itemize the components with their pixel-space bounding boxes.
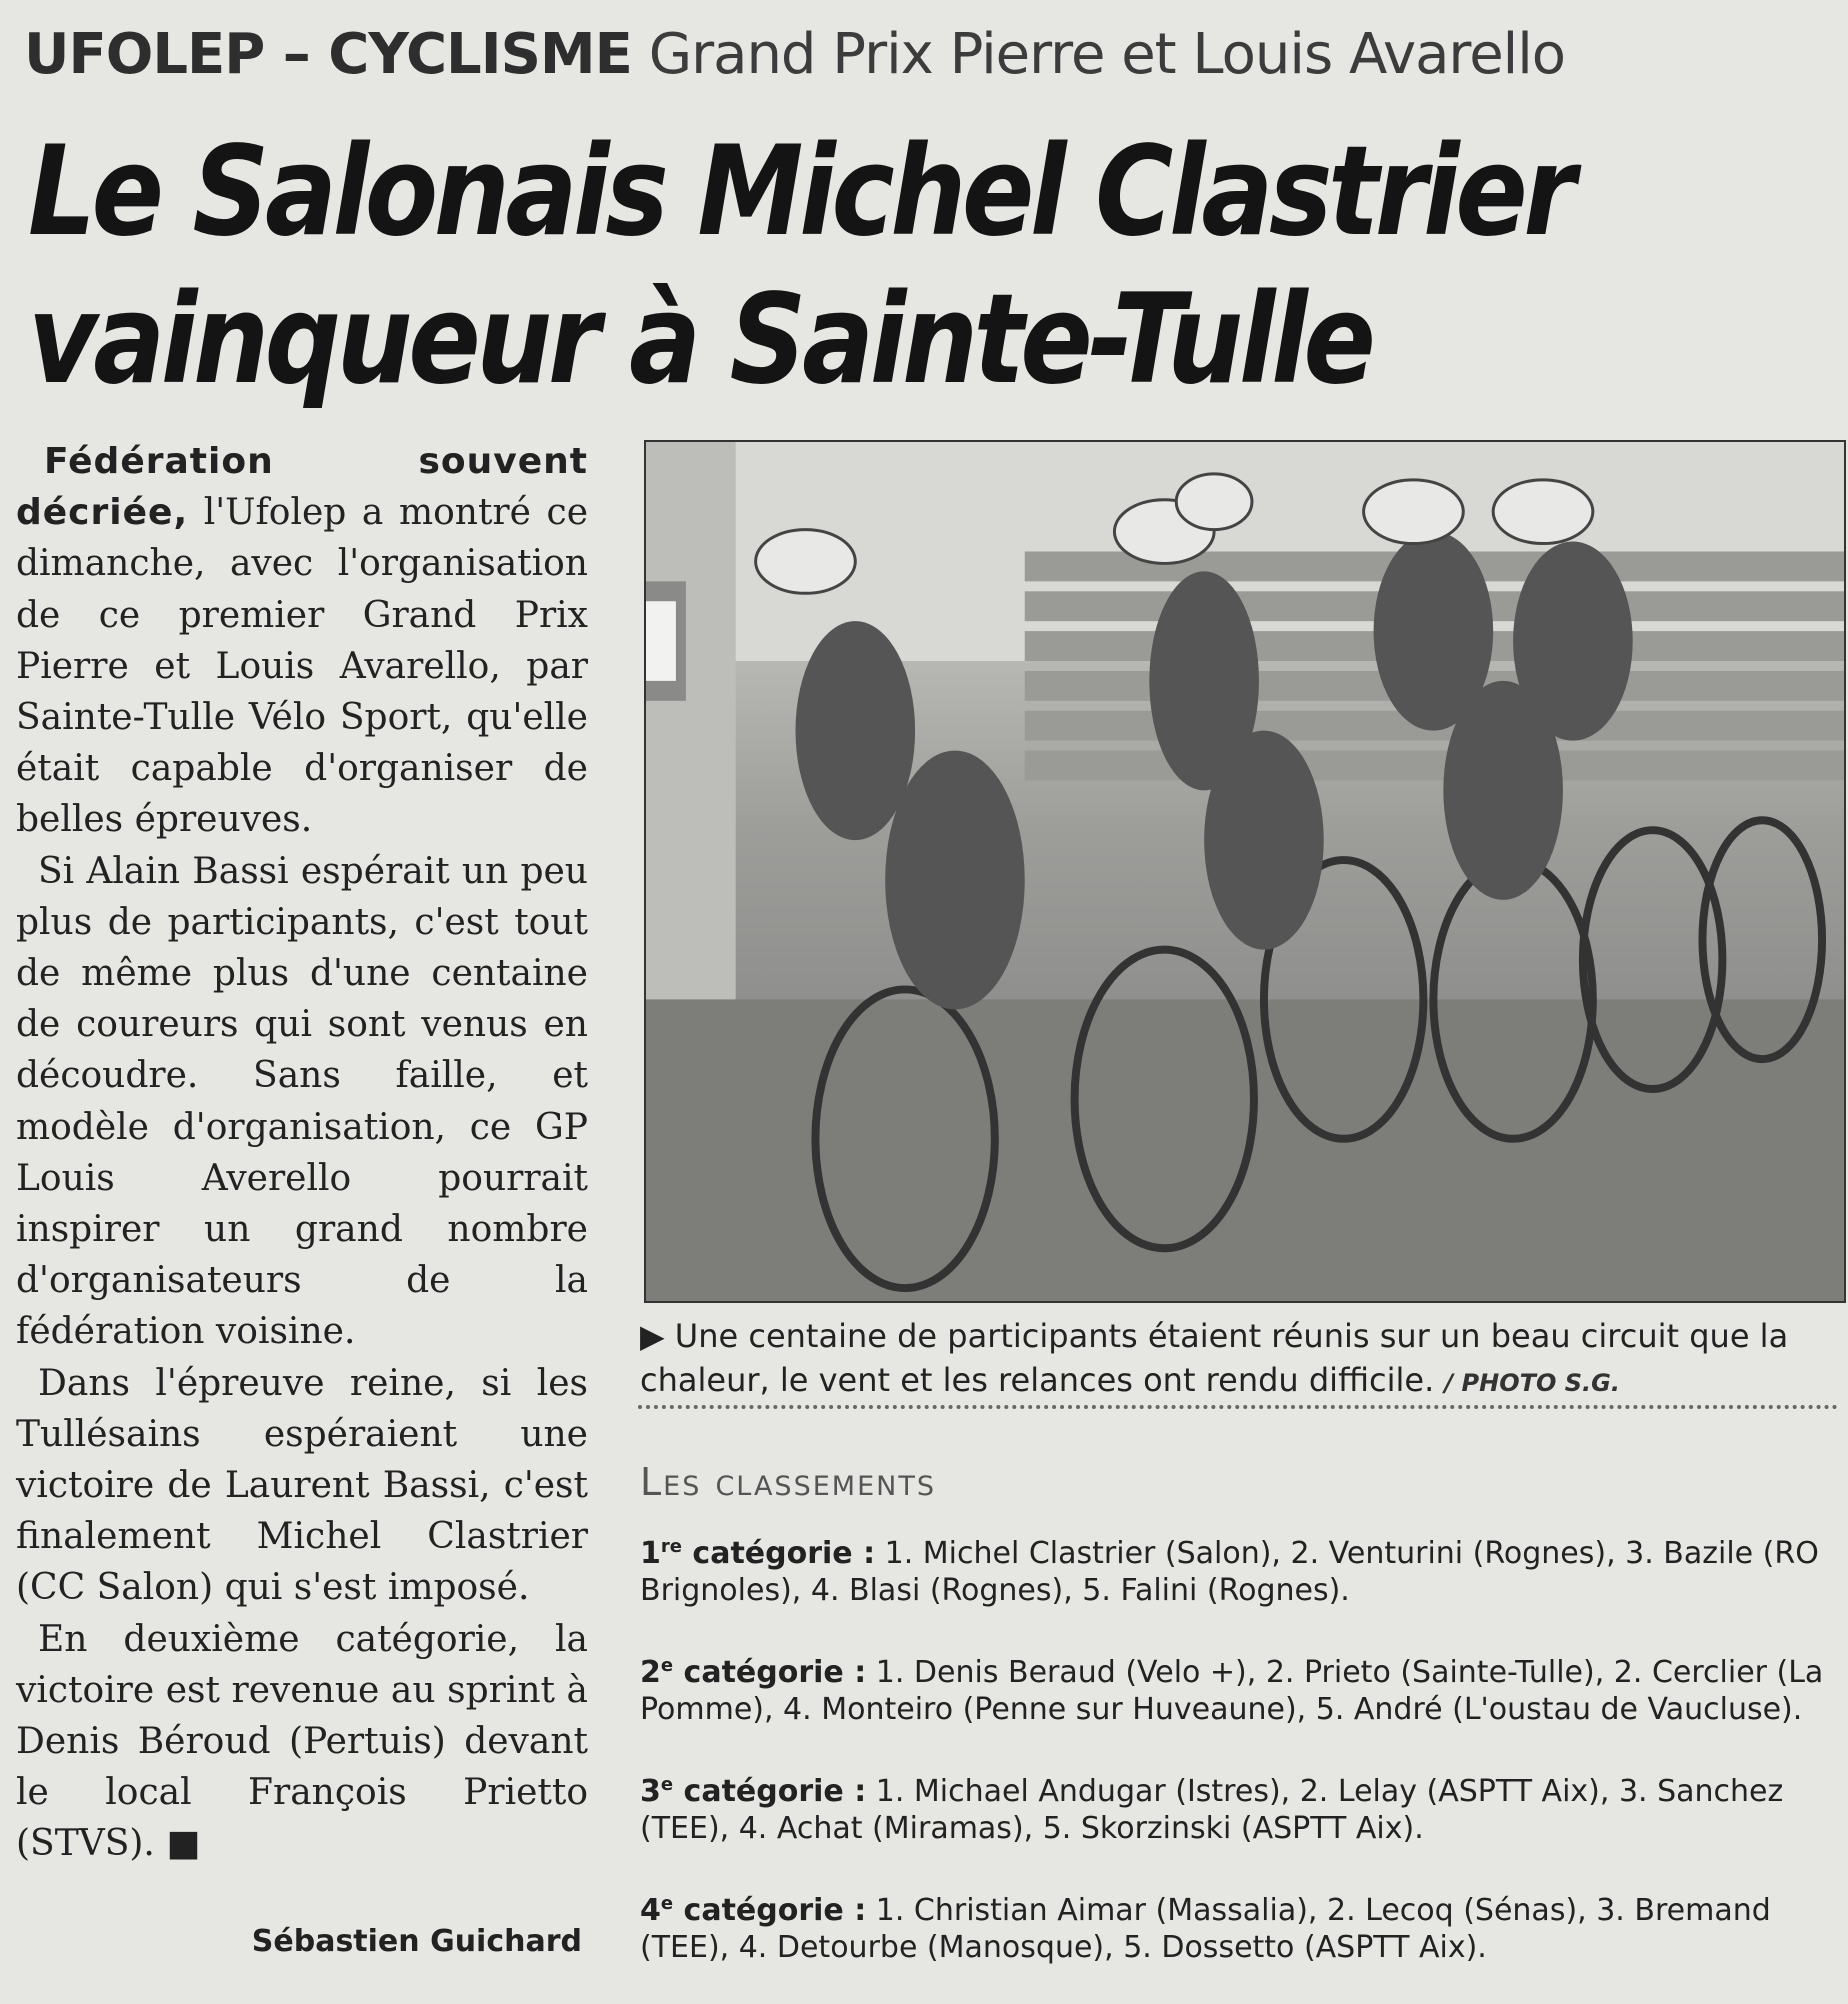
- race-photo: [644, 440, 1846, 1303]
- paragraph-2: Si Alain Bassi espérait un peu plus de participants, c'est tout de même plus d'une centaine de coureurs qui sont venus en découdre. Sans faille, et modèle d'organisation, ce GP Louis Averello pourrait inspirer un grand nombre d'organisateurs de la fédération voisine.: [16, 850, 588, 1353]
- event-name: Grand Prix Pierre et Louis Avarello: [648, 22, 1566, 87]
- headline-line-2: vainqueur à Sainte-Tulle: [28, 268, 1372, 412]
- category-number: 3: [640, 1774, 661, 1809]
- ranking-category-3: [640, 1766, 1836, 1847]
- category-number: 2: [640, 1655, 661, 1690]
- category-word: catégorie :: [681, 1536, 876, 1571]
- paragraph-3: Dans l'épreuve reine, si les Tullésains espéraient une victoire de Laurent Bassi, c'est finalement Michel Clastrier (CC Salon) qui s'est imposé.: [16, 1362, 588, 1609]
- ranking-category-1: [640, 1528, 1836, 1609]
- end-mark: ■: [166, 1823, 201, 1865]
- cyclists-illustration: [646, 442, 1844, 1301]
- category-word: catégorie :: [673, 1774, 867, 1809]
- caption-arrow-icon: ▶: [640, 1317, 665, 1355]
- paragraph-1: [16, 436, 588, 846]
- category-label: [640, 1655, 866, 1690]
- category-number: 4: [640, 1893, 661, 1928]
- category-results: 1. Denis Beraud (Velo +), 2. Prieto (Sainte-Tulle), 2. Cerclier (La Pomme), 4. Monteiro (Penne sur Huveaune), 5. André (L'oustau de Vaucluse).: [640, 1655, 1824, 1727]
- caption-text: Une centaine de participants étaient réunis sur un beau circuit que la chaleur, le vent et les relances ont rendu difficile.: [640, 1317, 1789, 1399]
- ranking-category-4: [640, 1885, 1836, 1966]
- category-number: 1: [640, 1536, 661, 1571]
- lead-in: Fédération souvent décriée,: [16, 441, 588, 534]
- kicker: [24, 22, 1565, 87]
- author-byline: Sébastien Guichard: [251, 1924, 582, 1959]
- paragraph-4: [16, 1614, 588, 1870]
- paragraph-4-text: En deuxième catégorie, la victoire est revenue au sprint à Denis Béroud (Pertuis) devant le local François Prietto (STVS).: [16, 1618, 588, 1865]
- category-label: [640, 1893, 866, 1928]
- ranking-category-2: [640, 1647, 1836, 1728]
- article-body: [16, 436, 588, 1870]
- photo-credit: / PHOTO S.G.: [1444, 1369, 1620, 1397]
- headline: [28, 118, 1576, 414]
- headline-line-1: Le Salonais Michel Clastrier: [28, 120, 1572, 264]
- category-results: 1. Michel Clastrier (Salon), 2. Venturini (Rognes), 3. Bazile (RO Brignoles), 4. Blasi (Rognes), 5. Falini (Rognes).: [640, 1536, 1819, 1608]
- category-results: 1. Michael Andugar (Istres), 2. Lelay (ASPTT Aix), 3. Sanchez (TEE), 4. Achat (Miramas), 5. Skorzinski (ASPTT Aix).: [640, 1774, 1784, 1846]
- category-ordinal: e: [660, 1774, 674, 1795]
- rankings-title: Les classements: [640, 1460, 936, 1504]
- section-label: UFOLEP – CYCLISME: [24, 22, 632, 87]
- photo-caption: [640, 1314, 1840, 1405]
- rankings-list: [640, 1528, 1836, 2004]
- category-word: catégorie :: [673, 1655, 867, 1690]
- category-ordinal: e: [660, 1893, 674, 1914]
- category-label: [640, 1774, 866, 1809]
- category-ordinal: e: [660, 1655, 674, 1676]
- category-word: catégorie :: [673, 1893, 867, 1928]
- category-ordinal: re: [660, 1536, 682, 1557]
- dotted-divider: [638, 1405, 1838, 1409]
- paragraph-1-text: l'Ufolep a montré ce dimanche, avec l'organisation de ce premier Grand Prix Pierre et Louis Avarello, par Sainte-Tulle Vélo Sport, qu'elle était capable d'organiser de belles épreuves.: [16, 492, 588, 841]
- category-label: [640, 1536, 875, 1571]
- category-results: 1. Christian Aimar (Massalia), 2. Lecoq (Sénas), 3. Bremand (TEE), 4. Detourbe (Manosque), 5. Dossetto (ASPTT Aix).: [640, 1893, 1771, 1965]
